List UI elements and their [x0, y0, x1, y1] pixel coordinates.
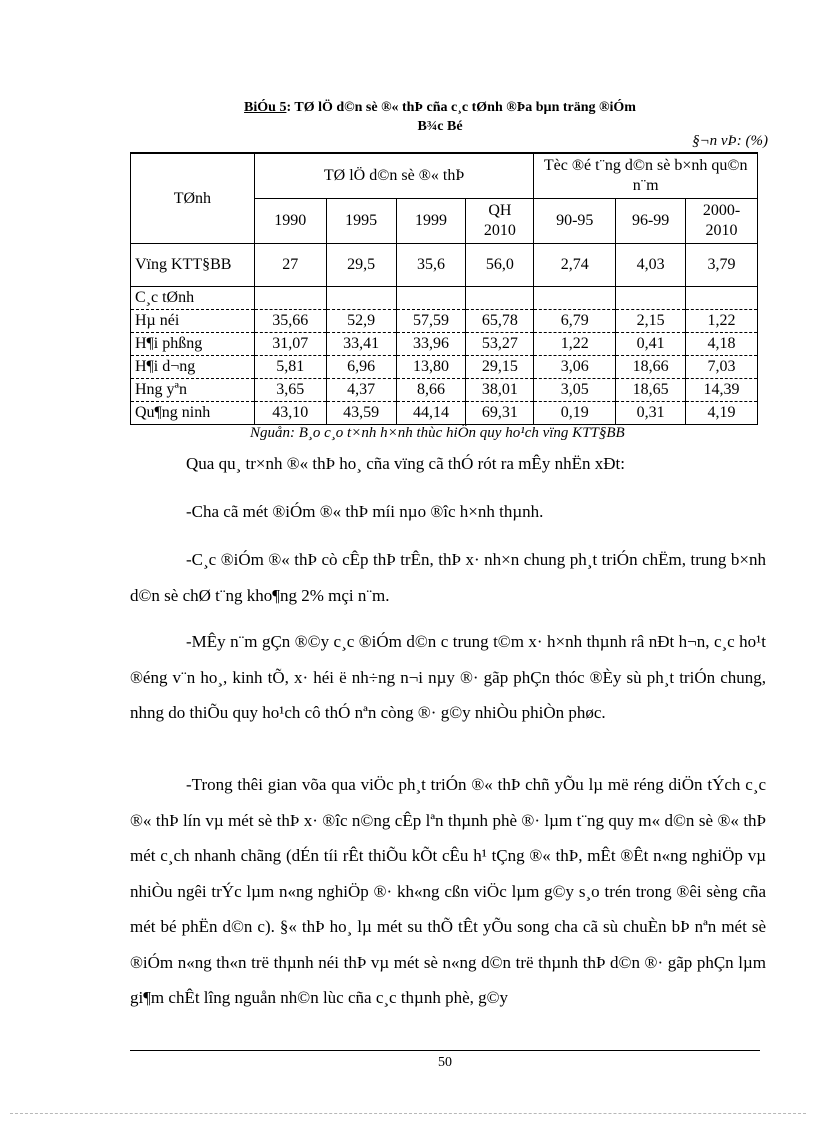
table-cell [686, 287, 758, 310]
unit-label: §¬n vÞ: (%) [692, 133, 768, 149]
header-growth-rate: Tèc ®é t¨ng d©n sè b×nh qu©n n¨m [534, 153, 758, 199]
caption-label: BiÓu 5 [244, 100, 287, 115]
table-cell [396, 287, 466, 310]
table-cell: 69,31 [466, 402, 534, 425]
table-cell: 0,31 [616, 402, 686, 425]
table-cell: 33,96 [396, 333, 466, 356]
table-cell: 4,19 [686, 402, 758, 425]
table-cell [254, 287, 326, 310]
table-cell: 1,22 [686, 310, 758, 333]
row-name: Vïng KTT§BB [131, 244, 255, 287]
table-cell: 43,59 [326, 402, 396, 425]
header-period: 96-99 [616, 199, 686, 244]
body-paragraph: -MÊy n¨m gÇn ®©y c¸c ®iÓm d©n c trung t©m x· h×nh thµnh râ nÐt h¬n, c¸c ho¹t ®éng v¨n ho¸, kinh tÕ, x· héi ë nh÷ng n¬i nµy ®· gãp phÇn thóc ®Èy sù ph¸t triÓn chung, nhng do thiÕu quy ho¹ch cô thÓ nªn còng ®· g©y nhiÒu phiÒn phøc. [130, 632, 766, 722]
row-name: H¶i d¬ng [131, 356, 255, 379]
table-cell [616, 287, 686, 310]
table-cell [326, 287, 396, 310]
table-cell: 3,05 [534, 379, 616, 402]
table-cell: 2,15 [616, 310, 686, 333]
table-cell: 4,03 [616, 244, 686, 287]
table-source: Nguån: B¸o c¸o t×nh h×nh thùc hiÖn quy ho¹ch vïng KTT§BB [250, 425, 625, 441]
table-cell: 44,14 [396, 402, 466, 425]
table-cell: 33,41 [326, 333, 396, 356]
header-urban-rate: TØ lÖ d©n sè ®« thÞ [254, 153, 534, 199]
table-cell: 1,22 [534, 333, 616, 356]
table-cell: 35,6 [396, 244, 466, 287]
table-cell: 53,27 [466, 333, 534, 356]
header-period: 90-95 [534, 199, 616, 244]
table-cell: 4,18 [686, 333, 758, 356]
table-cell: 7,03 [686, 356, 758, 379]
table-cell: 6,79 [534, 310, 616, 333]
table-cell: 31,07 [254, 333, 326, 356]
table-cell: 3,79 [686, 244, 758, 287]
table-cell [534, 287, 616, 310]
header-province: TØnh [131, 153, 255, 244]
table-cell: 4,37 [326, 379, 396, 402]
header-period: 2000-2010 [686, 199, 758, 244]
table-cell: 3,65 [254, 379, 326, 402]
table-cell: 29,5 [326, 244, 396, 287]
footer-divider [130, 1050, 760, 1051]
table-cell: 0,41 [616, 333, 686, 356]
body-paragraph: Qua qu¸ tr×nh ®« thÞ ho¸ cña vïng cã thÓ rót ra mÊy nhËn xÐt: [186, 454, 625, 473]
caption-title: : TØ lÖ d©n sè ®« thÞ cña c¸c tØnh ®Þa bµn träng ®iÓm [286, 100, 636, 115]
table-cell: 2,74 [534, 244, 616, 287]
row-name: H¶i phßng [131, 333, 255, 356]
table-header-row [131, 153, 758, 199]
table-row [131, 287, 758, 310]
table-cell: 29,15 [466, 356, 534, 379]
table-cell: 27 [254, 244, 326, 287]
table-row [131, 333, 758, 356]
table-cell: 18,65 [616, 379, 686, 402]
table-cell: 13,80 [396, 356, 466, 379]
table-cell: 52,9 [326, 310, 396, 333]
row-name: Hµ néi [131, 310, 255, 333]
body-paragraph: -C¸c ®iÓm ®« thÞ cò cÊp thÞ trÊn, thÞ x· nh×n chung ph¸t triÓn chËm, trung b×nh d©n sè chØ t¨ng kho¶ng 2% mçi n¨m. [130, 550, 766, 605]
row-name: Qu¶ng ninh [131, 402, 255, 425]
header-year: 1995 [326, 199, 396, 244]
table-cell: 65,78 [466, 310, 534, 333]
body-paragraph: -Cha cã mét ®iÓm ®« thÞ míi nµo ®îc h×nh thµnh. [186, 502, 544, 521]
table-row [131, 244, 758, 287]
table-cell: 57,59 [396, 310, 466, 333]
table-cell: 3,06 [534, 356, 616, 379]
table-cell: 14,39 [686, 379, 758, 402]
table-cell: 5,81 [254, 356, 326, 379]
urban-population-table [130, 152, 758, 425]
table-caption-line1 [130, 98, 750, 118]
table-row [131, 379, 758, 402]
header-year: QH 2010 [466, 199, 534, 244]
header-year: 1999 [396, 199, 466, 244]
table-cell: 8,66 [396, 379, 466, 402]
table-row [131, 310, 758, 333]
page-number: 50 [438, 1055, 452, 1070]
table-cell: 35,66 [254, 310, 326, 333]
body-paragraph: -Trong thêi gian võa qua viÖc ph¸t triÓn ®« thÞ chñ yÕu lµ më réng diÖn tÝch c¸c ®« thÞ lín vµ mét sè thÞ x· ®îc n©ng cÊp lªn thµnh phè ®· lµm t¨ng quy m« d©n sè ®« thÞ mét c¸ch nhanh chãng (dÉn tíi rÊt thiÕu kÕt cÊu h¹ tÇng ®« thÞ, mÊt ®Êt n«ng nghiÖp vµ nhiÒu ngêi trÝc lµm n«ng nghiÖp ®· kh«ng cßn viÖc lµm g©y s¸o trén trong ®êi sèng cña mét bé phËn d©n c). §« thÞ ho¸ lµ mét su thÕ tÊt yÕu song cha cã sù chuÈn bÞ nªn mét sè ®iÓm n«ng th«n trë thµnh néi thÞ vµ mét sè n«ng d©n trë thµnh thÞ d©n ®· gãp phÇn lµm gi¶m chÊt lîng nguån nh©n lùc cña c¸c thµnh phè, g©y [130, 775, 766, 1007]
table-cell: 38,01 [466, 379, 534, 402]
table-cell [466, 287, 534, 310]
row-name: C¸c tØnh [131, 287, 255, 310]
table-cell: 18,66 [616, 356, 686, 379]
table-cell: 6,96 [326, 356, 396, 379]
table-caption-line2: B¾c Bé [417, 119, 463, 134]
page-break-line [10, 1113, 806, 1114]
header-year: 1990 [254, 199, 326, 244]
row-name: Hng yªn [131, 379, 255, 402]
table-row [131, 402, 758, 425]
table-row [131, 356, 758, 379]
table-cell: 56,0 [466, 244, 534, 287]
table-cell: 0,19 [534, 402, 616, 425]
table-cell: 43,10 [254, 402, 326, 425]
